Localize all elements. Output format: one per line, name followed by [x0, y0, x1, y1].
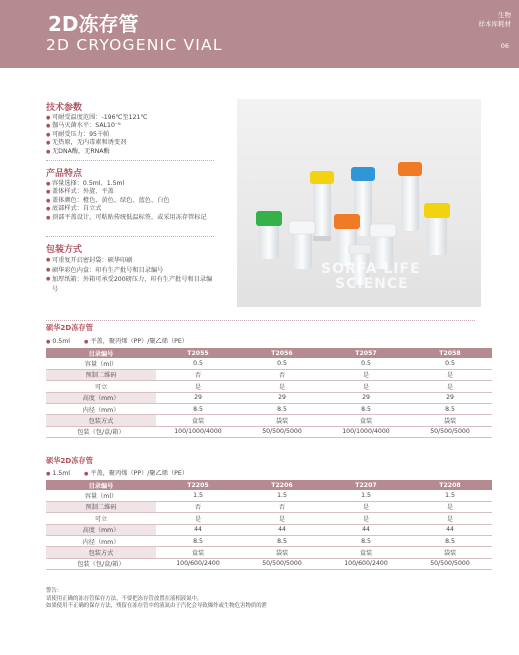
table-cell: 29: [240, 392, 324, 403]
table-cell: 0.5: [156, 358, 240, 369]
header-cell: 目录编号: [46, 480, 156, 490]
table-cell: 是: [408, 369, 492, 380]
features-list: [46, 180, 218, 222]
table-cell: 是: [408, 381, 492, 392]
vial-orange-cap: [398, 162, 422, 231]
row-label: 可立: [46, 513, 156, 524]
table-cell: 否: [156, 501, 240, 512]
header-cell: T2055: [156, 348, 240, 358]
category-tag: [421, 11, 511, 29]
table-cell: 1.5: [324, 490, 408, 501]
table-cell: 1.5: [408, 490, 492, 501]
table-cell: 是: [240, 513, 324, 524]
page-title-en: 2D CRYOGENIC VIAL: [46, 36, 223, 54]
feature-item: ● 顶部平盖设计，可粘贴传统低温标签，或采用冻存管标记: [46, 214, 218, 222]
table-cell: 0.5: [408, 358, 492, 369]
row-label: 包装（包/盒/箱）: [46, 426, 156, 437]
table1-subtitle: [46, 336, 202, 345]
tech-item: ● 可耐受压力：95千帕: [46, 131, 226, 139]
header-cell: T2207: [324, 480, 408, 490]
table-row: [46, 415, 492, 426]
table1-title: 硕华2D冻存管: [46, 323, 93, 332]
table-cell: 1.5: [240, 490, 324, 501]
warning-line: 如果使用不正确的保存方法，残留在冻存管中的液氮由于汽化会导致爆炸或生物危害物质的泄: [46, 603, 268, 610]
table-row: [46, 403, 492, 414]
row-label: 高度（mm）: [46, 392, 156, 403]
table-row: [46, 524, 492, 535]
table-cell: 是: [408, 501, 492, 512]
table-cell: 是: [324, 381, 408, 392]
tech-item: ● 无DNA酶，无RNA酶: [46, 148, 226, 156]
header-cell: T2208: [408, 480, 492, 490]
page-title-cn: 2D冻存管: [48, 12, 139, 36]
vial-white-cap: [289, 221, 315, 269]
feature-item: ● 盖体颜色：橙色、黄色、绿色、蓝色、白色: [46, 197, 218, 205]
warning-note: [46, 588, 267, 611]
table2-volume: ● 1.5ml: [46, 470, 70, 477]
table-cell: 100/1000/4000: [324, 426, 408, 437]
tech-item: ● 可耐受温度范围：-196℃至121℃: [46, 114, 226, 122]
table-cell: 29: [408, 392, 492, 403]
table-cell: 是: [324, 369, 408, 380]
table-cell: 100/600/2400: [156, 558, 240, 569]
table-cell: 100/600/2400: [324, 558, 408, 569]
row-label: 预制二维码: [46, 369, 156, 380]
row-label: 容量（ml）: [46, 490, 156, 501]
table-cell: 100/1000/4000: [156, 426, 240, 437]
table-cell: 是: [240, 381, 324, 392]
watermark-line2: SCIENCE: [335, 276, 409, 292]
table-cell: 44: [240, 524, 324, 535]
table-cell: 8.5: [156, 535, 240, 546]
table2-subtitle: [46, 468, 202, 477]
table-cell: 44: [324, 524, 408, 535]
table-cell: 否: [240, 369, 324, 380]
row-label: 容量（ml）: [46, 358, 156, 369]
table-cell: 否: [156, 369, 240, 380]
table1-volume: ● 0.5ml: [46, 338, 70, 345]
table-cell: 29: [324, 392, 408, 403]
table-cell: 8.5: [324, 403, 408, 414]
table-header-row: [46, 480, 492, 490]
feature-item: ● 底部样式：自立式: [46, 205, 218, 213]
packaging-item: ● 加厚纸箱：外箱可承受200磅压力，印有生产批号和目录编号: [46, 275, 218, 294]
table-cell: 0.5: [324, 358, 408, 369]
table-cell: 是: [408, 513, 492, 524]
packaging-item: ● 可重复开启密封袋：硕华印刷: [46, 256, 218, 266]
warning-line: 请使用正确的冻存管保存方法，不要把冻存管放置在液相液氮中。: [46, 595, 203, 602]
table-cell: 袋装: [408, 547, 492, 558]
table-cell: 29: [156, 392, 240, 403]
page-number: 06: [500, 42, 509, 50]
table2-material: ● 平盖，聚丙烯（PP）/聚乙烯（PE）: [84, 468, 188, 477]
warning-title: 警告：: [46, 588, 63, 594]
table-row: [46, 535, 492, 546]
row-label: 预制二维码: [46, 501, 156, 512]
header-cell: T2056: [240, 348, 324, 358]
table-cell: 1.5: [156, 490, 240, 501]
table-cell: 44: [156, 524, 240, 535]
table-cell: 盒装: [324, 415, 408, 426]
row-label: 包装方式: [46, 415, 156, 426]
table-row: [46, 381, 492, 392]
table-header-row: [46, 348, 492, 358]
table-cell: 8.5: [240, 403, 324, 414]
tech-item: ● 无热原，无内毒素和诱变剂: [46, 139, 226, 147]
divider: [46, 160, 214, 161]
table-row: [46, 558, 492, 569]
table-cell: 袋装: [240, 547, 324, 558]
watermark: [321, 262, 519, 292]
packaging-heading: 包装方式: [46, 245, 83, 255]
table-cell: 50/500/5000: [408, 558, 492, 569]
table2-title: 硕华2D冻存管: [46, 456, 93, 465]
table-row: [46, 369, 492, 380]
table-row: [46, 426, 492, 437]
table-row: [46, 513, 492, 524]
table-cell: 是: [156, 381, 240, 392]
header-cell: T2057: [324, 348, 408, 358]
row-label: 内径（mm）: [46, 403, 156, 414]
table-cell: 否: [240, 501, 324, 512]
table1-material: ● 平盖，聚丙烯（PP）/聚乙烯（PE）: [84, 336, 188, 345]
watermark-line1: SORFA LIFE: [321, 261, 421, 277]
table-row: [46, 490, 492, 501]
table-cell: 8.5: [156, 403, 240, 414]
table-cell: 袋装: [408, 415, 492, 426]
row-label: 内径（mm）: [46, 535, 156, 546]
spec-table-05ml: [46, 348, 492, 438]
table-cell: 是: [324, 513, 408, 524]
table-cell: 0.5: [240, 358, 324, 369]
row-label: 包装方式: [46, 547, 156, 558]
header-cell: 目录编号: [46, 348, 156, 358]
table-row: [46, 547, 492, 558]
table-cell: 50/500/5000: [408, 426, 492, 437]
table-row: [46, 358, 492, 369]
table-cell: 8.5: [240, 535, 324, 546]
header-band: [0, 0, 519, 68]
feature-item: ● 盖体样式：外旋、平盖: [46, 188, 218, 196]
divider: [46, 320, 475, 321]
vial-yellow-cap-front: [424, 203, 450, 255]
table-cell: 盒装: [324, 547, 408, 558]
spec-table-15ml: [46, 480, 492, 570]
table-row: [46, 392, 492, 403]
tech-list: [46, 114, 226, 156]
tech-heading: 技术参数: [46, 103, 83, 113]
row-label: 包装（包/盒/箱）: [46, 558, 156, 569]
table-cell: 是: [156, 513, 240, 524]
header-cell: T2206: [240, 480, 324, 490]
table-cell: 盒装: [156, 415, 240, 426]
feature-item: ● 容量选择：0.5ml、1.5ml: [46, 180, 218, 188]
table-cell: 44: [408, 524, 492, 535]
table-cell: 50/500/5000: [240, 426, 324, 437]
tech-item: ● 伽马灭菌水平：SAL10⁻⁶: [46, 122, 226, 130]
table-cell: 是: [324, 501, 408, 512]
table-cell: 盒装: [156, 547, 240, 558]
category-tag-line2: 样本库耗材: [478, 20, 511, 28]
packaging-item: ● 硕华彩色内盒：印有生产批号和目录编号: [46, 266, 218, 276]
header-cell: T2058: [408, 348, 492, 358]
table-cell: 袋装: [240, 415, 324, 426]
table-cell: 8.5: [324, 535, 408, 546]
row-label: 可立: [46, 381, 156, 392]
row-label: 高度（mm）: [46, 524, 156, 535]
packaging-list: [46, 256, 218, 294]
table-cell: 50/500/5000: [240, 558, 324, 569]
table-cell: 8.5: [408, 535, 492, 546]
table-row: [46, 501, 492, 512]
features-heading: 产品特点: [46, 169, 83, 179]
category-tag-line1: 生物: [498, 11, 511, 19]
divider: [46, 236, 214, 237]
header-cell: T2205: [156, 480, 240, 490]
table-cell: 8.5: [408, 403, 492, 414]
vial-green-cap: [256, 211, 282, 259]
